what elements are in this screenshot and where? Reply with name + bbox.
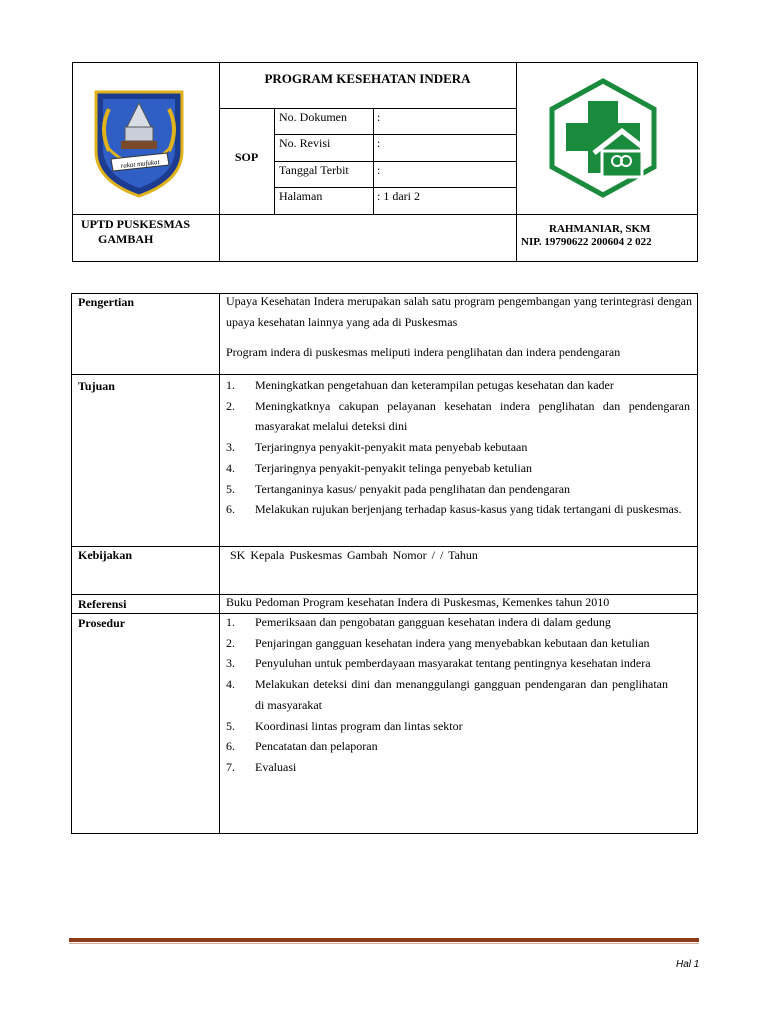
org-name-line2: GAMBAH bbox=[98, 232, 154, 246]
footer-rule bbox=[69, 938, 699, 942]
list-item: 3. Terjaringnya penyakit-penyakit mata penyebab kebutaan bbox=[226, 440, 528, 455]
list-item: 4. Melakukan deteksi dini dan menanggulangi gangguan pendengaran dan penglihatan di masyarakat bbox=[226, 677, 668, 712]
list-item: 5. Koordinasi lintas program dan lintas sektor bbox=[226, 718, 463, 733]
org-name-line1: UPTD PUSKESMAS bbox=[81, 217, 191, 231]
sop-label: SOP bbox=[234, 150, 259, 164]
field-label-halaman: Halaman bbox=[279, 189, 323, 203]
row-label-pengertian: Pengertian bbox=[78, 295, 134, 309]
field-value-no-revisi: : bbox=[377, 136, 381, 150]
kebijakan-text: SK Kepala Puskesmas Gambah Nomor / / Tahun bbox=[230, 548, 478, 562]
referensi-text: Buku Pedoman Program kesehatan Indera di Puskesmas, Kemenkes tahun 2010 bbox=[226, 595, 610, 609]
prosedur-list bbox=[226, 612, 668, 778]
row-label-kebijakan: Kebijakan bbox=[78, 548, 133, 562]
signer-nip: NIP. 19790622 200604 2 022 bbox=[521, 236, 652, 248]
page-number: Hal 1 bbox=[676, 959, 700, 970]
field-label-no-revisi: No. Revisi bbox=[279, 136, 331, 150]
signer-name: RAHMANIAR, SKM bbox=[549, 223, 651, 235]
footer-rule-shadow bbox=[69, 943, 699, 944]
list-item: 2. Penjaringan gangguan kesehatan indera yang menyebabkan kebutaan dan ketulian bbox=[226, 635, 650, 650]
row-label-tujuan: Tujuan bbox=[78, 379, 115, 393]
list-item: 6. Melakukan rujukan berjenjang terhadap kasus-kasus yang tidak tertangani di puskesmas. bbox=[226, 502, 682, 517]
header-border-left bbox=[72, 62, 73, 262]
field-value-no-dokumen: : bbox=[377, 110, 381, 124]
list-item: 5. Tertanganinya kasus/ penyakit pada penglihatan dan pendengaran bbox=[226, 481, 571, 496]
document-title: PROGRAM KESEHATAN INDERA bbox=[264, 71, 471, 86]
list-item: 4. Terjaringnya penyakit-penyakit telinga penyebab ketulian bbox=[226, 460, 533, 475]
header-border-bottom bbox=[72, 261, 698, 262]
tujuan-list bbox=[226, 375, 690, 520]
puskesmas-logo-icon bbox=[546, 77, 660, 199]
regional-emblem-icon bbox=[93, 89, 185, 199]
header-border-right bbox=[697, 62, 698, 262]
row-label-referensi: Referensi bbox=[78, 597, 127, 611]
header-border-top bbox=[72, 62, 698, 63]
list-item: 7. Evaluasi bbox=[226, 759, 297, 774]
field-value-halaman: : 1 dari 2 bbox=[377, 189, 420, 203]
svg-text:rakat mufakat: rakat mufakat bbox=[120, 157, 160, 171]
field-value-tanggal-terbit: : bbox=[377, 163, 381, 177]
field-label-no-dokumen: No. Dokumen bbox=[279, 110, 347, 124]
list-item: 1. Pemeriksaan dan pengobatan gangguan kesehatan indera di dalam gedung bbox=[226, 615, 611, 629]
pengertian-paragraph-1: Upaya Kesehatan Indera merupakan salah satu program pengembangan yang terintegrasi dengan upaya kesehatan lainnya yang ada di Puskesmas bbox=[226, 294, 692, 329]
list-item: 1. Meningkatkan pengetahuan dan keterampilan petugas kesehatan dan kader bbox=[226, 378, 614, 392]
field-label-tanggal-terbit: Tanggal Terbit bbox=[279, 163, 349, 177]
pengertian-paragraph-2: Program indera di puskesmas meliputi indera penglihatan dan indera pendengaran bbox=[226, 345, 621, 359]
list-item: 6. Pencatatan dan pelaporan bbox=[226, 739, 378, 754]
list-item: 3. Penyuluhan untuk pemberdayaan masyarakat tentang pentingnya kesehatan indera bbox=[226, 656, 651, 671]
row-label-prosedur: Prosedur bbox=[78, 616, 126, 630]
list-item: 2. Meningkatknya cakupan pelayanan kesehatan indera penglihatan dan pendengaran masyarakat melalui deteksi dini bbox=[226, 398, 690, 434]
